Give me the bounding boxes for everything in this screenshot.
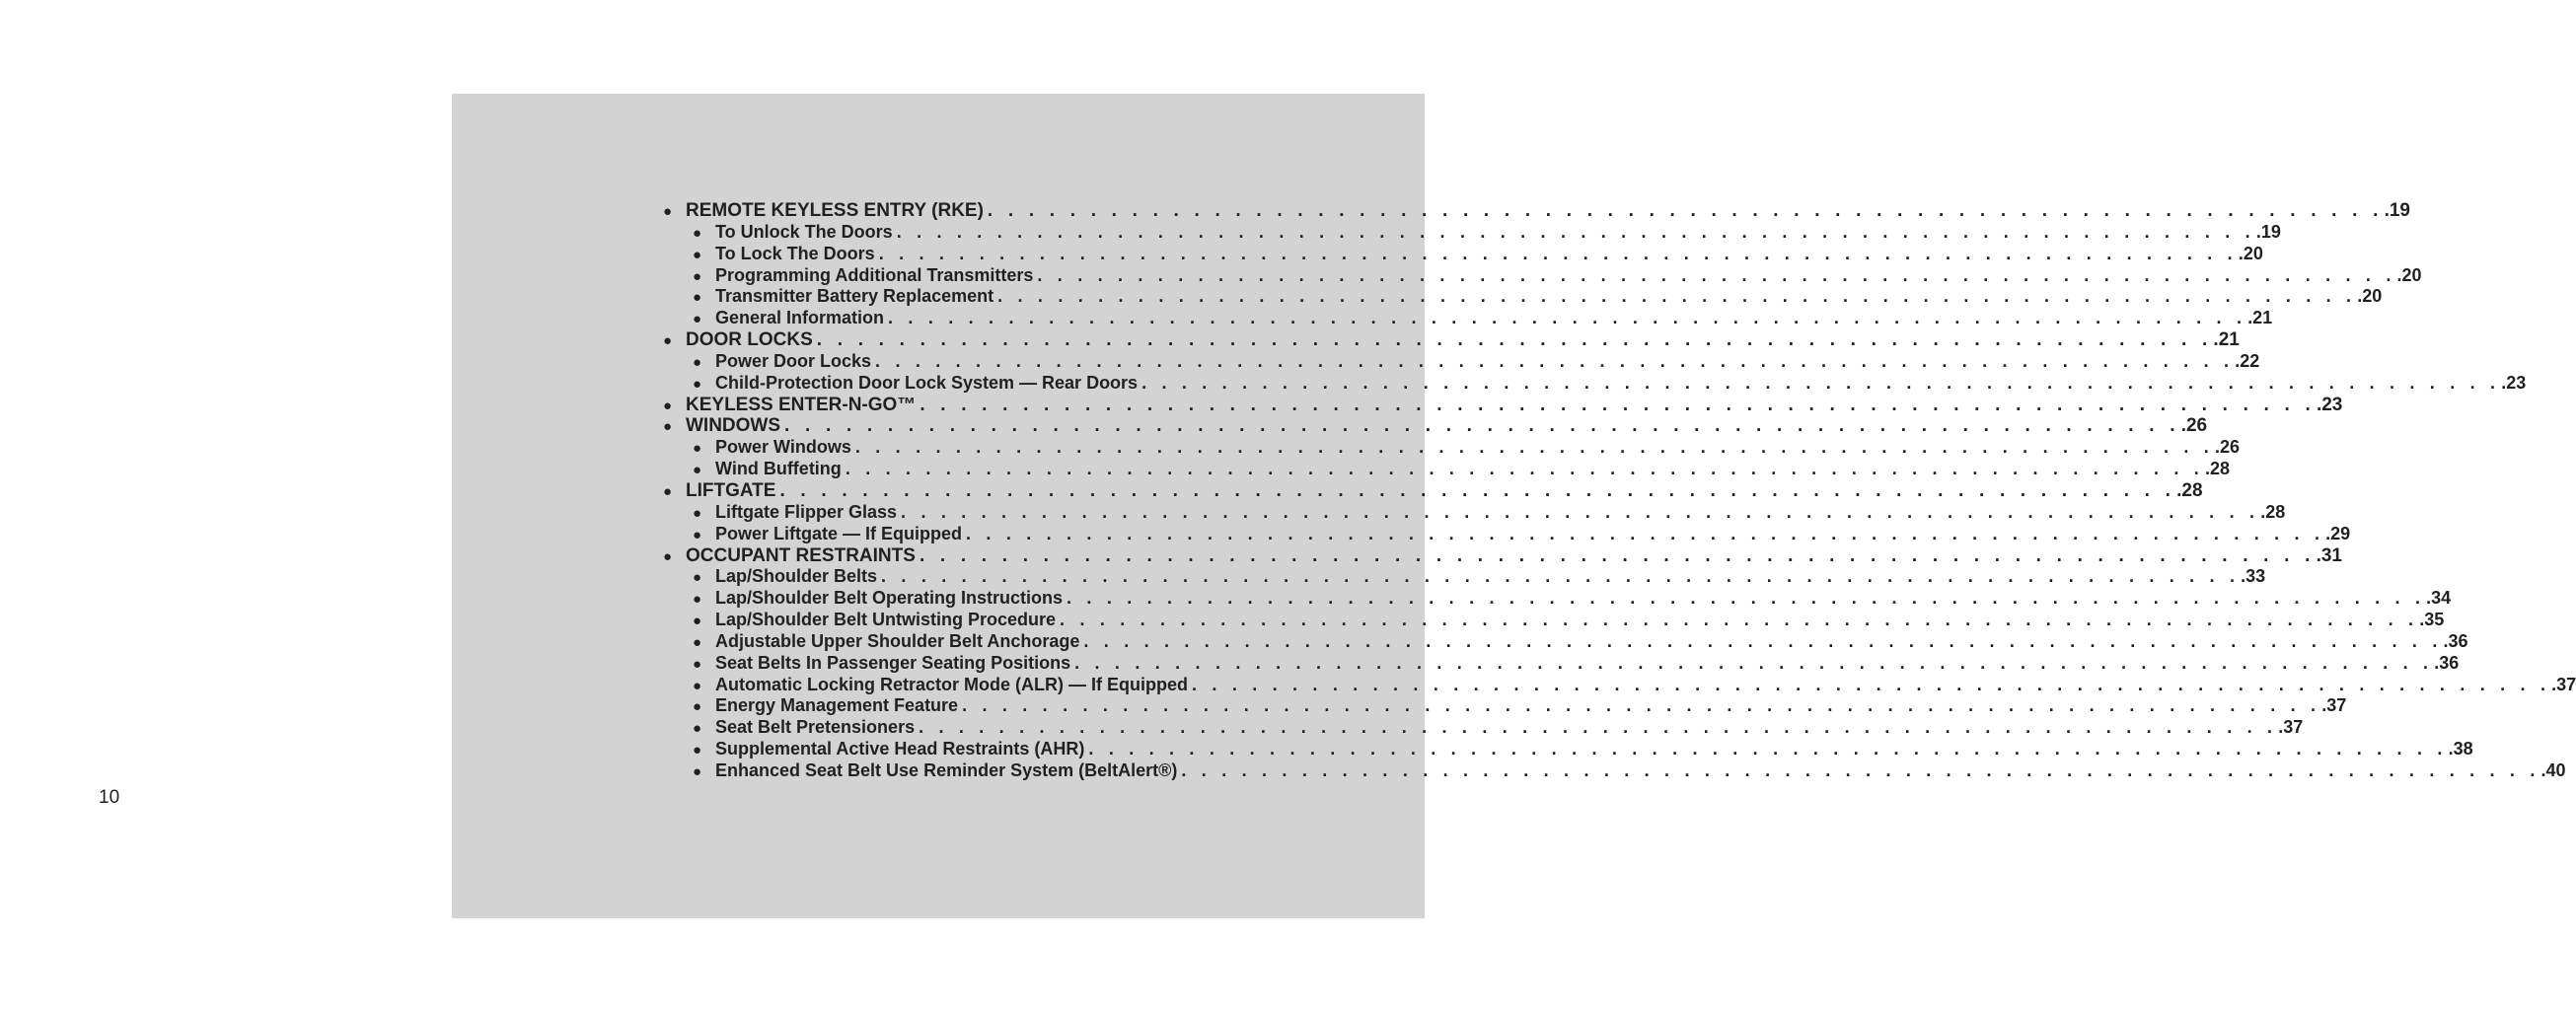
dot-leader: . . . . . . . . . . . . . . . . . . . . . . . . . . . . . . . . . . . . . . . . . . . . . . . . . . . . . . . . . . . . . . . . . . . .: [875, 350, 2235, 371]
toc-entry-title: Seat Belts In Passenger Seating Positions: [715, 652, 1071, 673]
bullet-icon: ●: [693, 353, 702, 371]
dot-leader: . . . . . . . . . . . . . . . . . . . . . . . . . . . . . . . . . . . . . . . . . . . . . . . . . . . . . . . . . . . . . . . . . . . .: [1074, 652, 2434, 673]
toc-subsection-entry[interactable]: [663, 437, 2241, 459]
bullet-icon: ●: [693, 289, 702, 307]
toc-entry-page: .20: [2238, 243, 2263, 263]
dot-leader: . . . . . . . . . . . . . . . . . . . . . . . . . . . . . . . . . . . . . . . . . . . . . . . . . . . . . . . . . . . . . . . . . . . .: [966, 523, 2325, 543]
bullet-icon: ●: [693, 224, 702, 242]
toc-entry-title: Lap/Shoulder Belts: [715, 566, 878, 587]
bullet-icon: ●: [693, 375, 702, 393]
bullet-icon: ●: [663, 203, 673, 220]
bullet-icon: ●: [663, 482, 673, 500]
toc-subsection-entry[interactable]: [663, 717, 2304, 739]
dot-leader: . . . . . . . . . . . . . . . . . . . . . . . . . . . . . . . . . . . . . . . . . . . . . . . . . . . . . . . . . . . . . . . . . . . .: [1181, 759, 2540, 780]
bullet-icon: ●: [693, 633, 702, 651]
toc-subsection-entry[interactable]: [663, 286, 2383, 308]
toc-entry-page: .28: [2204, 459, 2230, 479]
dot-leader: . . . . . . . . . . . . . . . . . . . . . . . . . . . . . . . . . . . . . . . . . . . . . . . . . . . . . . . . . . . . . . . . . . . .: [919, 544, 2316, 566]
bullet-icon: ●: [663, 547, 673, 565]
page-number: 10: [99, 787, 120, 808]
toc-subsection-entry[interactable]: [663, 501, 2286, 524]
toc-entry-title: Adjustable Upper Shoulder Belt Anchorage: [715, 630, 1080, 651]
toc-entry-page: .36: [2434, 652, 2460, 673]
dot-leader: . . . . . . . . . . . . . . . . . . . . . . . . . . . . . . . . . . . . . . . . . . . . . . . . . . . . . . . . . . . . . . . . . . . .: [919, 717, 2278, 738]
toc-entry-page: .23: [2316, 394, 2343, 415]
toc-entry-title: Enhanced Seat Belt Use Reminder System (BeltAlert®): [715, 759, 1178, 780]
toc-entry-title: KEYLESS ENTER-N-GO™: [686, 394, 917, 415]
toc-entry-page: .34: [2426, 588, 2452, 609]
toc-entry-page: .37: [2551, 674, 2576, 694]
bullet-icon: ●: [663, 332, 673, 350]
toc-entry-title: Transmitter Battery Replacement: [715, 286, 994, 307]
toc-entry-page: .40: [2540, 759, 2566, 780]
toc-entry-page: .20: [2357, 286, 2383, 307]
toc-subsection-entry[interactable]: [663, 695, 2347, 717]
toc-entry-page: .37: [2321, 695, 2347, 716]
toc-entry-title: General Information: [715, 308, 885, 328]
bullet-icon: ●: [693, 462, 702, 479]
toc-subsection-entry[interactable]: [663, 372, 2527, 395]
toc-subsection-entry[interactable]: [663, 221, 2281, 244]
toc-entry-title: Power Door Locks: [715, 350, 872, 371]
toc-subsection-entry[interactable]: [663, 566, 2266, 588]
toc-entry-page: .35: [2419, 610, 2445, 630]
bullet-icon: ●: [693, 246, 702, 263]
toc-entry-page: .28: [2260, 501, 2286, 522]
bullet-icon: ●: [693, 569, 702, 587]
toc-entry-title: Power Windows: [715, 437, 851, 458]
toc-entry-title: Wind Buffeting: [715, 459, 842, 479]
toc-entry-title: Child-Protection Door Lock System — Rear Doors: [715, 372, 1139, 393]
dot-leader: . . . . . . . . . . . . . . . . . . . . . . . . . . . . . . . . . . . . . . . . . . . . . . . . . . . . . . . . . . . . . . . . . . . .: [1037, 264, 2396, 285]
toc-subsection-entry[interactable]: [663, 610, 2445, 631]
bullet-icon: ●: [693, 742, 702, 759]
bullet-icon: ●: [693, 267, 702, 285]
dot-leader: . . . . . . . . . . . . . . . . . . . . . . . . . . . . . . . . . . . . . . . . . . . . . . . . . . . . . . . . . . . . . . . . . . . .: [845, 459, 2204, 479]
toc-subsection-entry[interactable]: [663, 652, 2460, 675]
toc-subsection-entry[interactable]: [663, 523, 2351, 545]
bullet-icon: ●: [693, 311, 702, 328]
toc-section-entry[interactable]: [663, 544, 2342, 567]
dot-leader: . . . . . . . . . . . . . . . . . . . . . . . . . . . . . . . . . . . . . . . . . . . . . . . . . . . . . . . . . . . . . . . . . . . .: [854, 437, 2214, 458]
toc-entry-title: Seat Belt Pretensioners: [715, 717, 916, 738]
toc-entry-page: .21: [2213, 329, 2240, 351]
toc-entry-page: .29: [2325, 523, 2351, 543]
toc-subsection-entry[interactable]: [663, 674, 2576, 696]
dot-leader: . . . . . . . . . . . . . . . . . . . . . . . . . . . . . . . . . . . . . . . . . . . . . . . . . . . . . . . . . . . . . . . . . . . .: [920, 394, 2316, 415]
toc-entry-title: Energy Management Feature: [715, 695, 959, 716]
toc-entry-page: .38: [2448, 739, 2473, 759]
bullet-icon: ●: [693, 720, 702, 738]
dot-leader: . . . . . . . . . . . . . . . . . . . . . . . . . . . . . . . . . . . . . . . . . . . . . . . . . . . . . . . . . . . . . . . . . . . .: [1060, 610, 2419, 630]
bullet-icon: ●: [663, 418, 673, 436]
toc-entry-title: WINDOWS: [686, 415, 781, 437]
dot-leader: . . . . . . . . . . . . . . . . . . . . . . . . . . . . . . . . . . . . . . . . . . . . . . . . . . . . . . . . . . . . . . . . . . . .: [1083, 630, 2443, 651]
toc-entry-title: Automatic Locking Retractor Mode (ALR) — If Equipped: [715, 674, 1189, 694]
dot-leader: . . . . . . . . . . . . . . . . . . . . . . . . . . . . . . . . . . . . . . . . . . . . . . . . . . . . . . . . . . . . . . . . . . . .: [997, 286, 2357, 307]
toc-section-entry[interactable]: [663, 200, 2410, 222]
toc-entry-title: Programming Additional Transmitters: [715, 264, 1034, 285]
toc-entry-page: .26: [2180, 415, 2208, 437]
dot-leader: . . . . . . . . . . . . . . . . . . . . . . . . . . . . . . . . . . . . . . . . . . . . . . . . . . . . . . . . . . . . . . . . . . . .: [784, 415, 2180, 437]
toc-entry-page: .22: [2235, 350, 2260, 371]
toc-subsection-entry[interactable]: [663, 243, 2263, 265]
dot-leader: . . . . . . . . . . . . . . . . . . . . . . . . . . . . . . . . . . . . . . . . . . . . . . . . . . . . . . . . . . . . . . . . . . . .: [881, 566, 2241, 587]
dot-leader: . . . . . . . . . . . . . . . . . . . . . . . . . . . . . . . . . . . . . . . . . . . . . . . . . . . . . . . . . . . . . . . . . . . .: [901, 501, 2260, 522]
toc-subsection-entry[interactable]: [663, 739, 2473, 760]
bullet-icon: ●: [693, 762, 702, 780]
dot-leader: . . . . . . . . . . . . . . . . . . . . . . . . . . . . . . . . . . . . . . . . . . . . . . . . . . . . . . . . . . . . . . . . . . . .: [878, 243, 2238, 263]
toc-entry-title: Lap/Shoulder Belt Operating Instructions: [715, 588, 1064, 609]
toc-entry-page: .26: [2215, 437, 2241, 458]
dot-leader: . . . . . . . . . . . . . . . . . . . . . . . . . . . . . . . . . . . . . . . . . . . . . . . . . . . . . . . . . . . . . . . . . . . .: [962, 695, 2321, 716]
bullet-icon: ●: [693, 504, 702, 522]
dot-leader: . . . . . . . . . . . . . . . . . . . . . . . . . . . . . . . . . . . . . . . . . . . . . . . . . . . . . . . . . . . . . . . . . . . .: [896, 221, 2255, 242]
bullet-icon: ●: [693, 613, 702, 630]
toc-section-entry[interactable]: [663, 415, 2208, 437]
toc-entry-page: .20: [2396, 264, 2422, 285]
toc-subsection-entry[interactable]: [663, 759, 2566, 782]
toc-entry-title: REMOTE KEYLESS ENTRY (RKE): [686, 200, 984, 221]
toc-entry-page: .23: [2501, 372, 2527, 393]
toc-subsection-entry[interactable]: [663, 264, 2422, 287]
toc-entry-page: .19: [2384, 200, 2410, 221]
bullet-icon: ●: [693, 440, 702, 458]
toc-entry-page: .31: [2316, 544, 2342, 566]
toc-subsection-entry[interactable]: [663, 630, 2468, 653]
dot-leader: . . . . . . . . . . . . . . . . . . . . . . . . . . . . . . . . . . . . . . . . . . . . . . . . . . . . . . . . . . . . . . . . . . . .: [816, 329, 2213, 351]
dot-leader: . . . . . . . . . . . . . . . . . . . . . . . . . . . . . . . . . . . . . . . . . . . . . . . . . . . . . . . . . . . . . . . . . . . .: [1192, 674, 2551, 694]
toc-entry-title: To Lock The Doors: [715, 243, 875, 263]
table-of-contents: [663, 200, 2576, 782]
toc-section-entry[interactable]: [663, 394, 2343, 416]
dot-leader: . . . . . . . . . . . . . . . . . . . . . . . . . . . . . . . . . . . . . . . . . . . . . . . . . . . . . . . . . . . . . . . . . . . .: [888, 308, 2247, 328]
bullet-icon: ●: [693, 591, 702, 609]
toc-section-entry[interactable]: [663, 479, 2203, 502]
dot-leader: . . . . . . . . . . . . . . . . . . . . . . . . . . . . . . . . . . . . . . . . . . . . . . . . . . . . . . . . . . . . . . . . . . . .: [1141, 372, 2501, 393]
dot-leader: . . . . . . . . . . . . . . . . . . . . . . . . . . . . . . . . . . . . . . . . . . . . . . . . . . . . . . . . . . . . . . . . . . . .: [987, 200, 2384, 221]
toc-entry-page: .21: [2247, 308, 2273, 328]
bullet-icon: ●: [693, 655, 702, 673]
bullet-icon: ●: [693, 526, 702, 543]
dot-leader: . . . . . . . . . . . . . . . . . . . . . . . . . . . . . . . . . . . . . . . . . . . . . . . . . . . . . . . . . . . . . . . . . . . .: [1067, 588, 2426, 609]
toc-entry-title: Power Liftgate — If Equipped: [715, 523, 963, 543]
toc-entry-title: Liftgate Flipper Glass: [715, 501, 898, 522]
dot-leader: . . . . . . . . . . . . . . . . . . . . . . . . . . . . . . . . . . . . . . . . . . . . . . . . . . . . . . . . . . . . . . . . . . . .: [1088, 739, 2448, 759]
toc-entry-title: Supplemental Active Head Restraints (AHR): [715, 739, 1085, 759]
toc-subsection-entry[interactable]: [663, 308, 2273, 329]
toc-entry-page: .19: [2255, 221, 2281, 242]
toc-entry-page: .37: [2278, 717, 2304, 738]
toc-subsection-entry[interactable]: [663, 588, 2452, 610]
toc-entry-title: OCCUPANT RESTRAINTS: [686, 544, 916, 566]
toc-section-entry[interactable]: [663, 329, 2240, 351]
bullet-icon: ●: [693, 677, 702, 694]
toc-entry-title: LIFTGATE: [686, 479, 776, 501]
toc-subsection-entry[interactable]: [663, 350, 2260, 373]
toc-entry-page: .36: [2443, 630, 2468, 651]
dot-leader: . . . . . . . . . . . . . . . . . . . . . . . . . . . . . . . . . . . . . . . . . . . . . . . . . . . . . . . . . . . . . . . . . . . .: [779, 479, 2176, 501]
toc-entry-page: .28: [2176, 479, 2203, 501]
toc-entry-title: To Unlock The Doors: [715, 221, 893, 242]
bullet-icon: ●: [693, 698, 702, 716]
bullet-icon: ●: [663, 397, 673, 414]
toc-subsection-entry[interactable]: [663, 459, 2230, 480]
toc-entry-page: .33: [2241, 566, 2266, 587]
toc-entry-title: DOOR LOCKS: [686, 329, 813, 351]
toc-entry-title: Lap/Shoulder Belt Untwisting Procedure: [715, 610, 1057, 630]
